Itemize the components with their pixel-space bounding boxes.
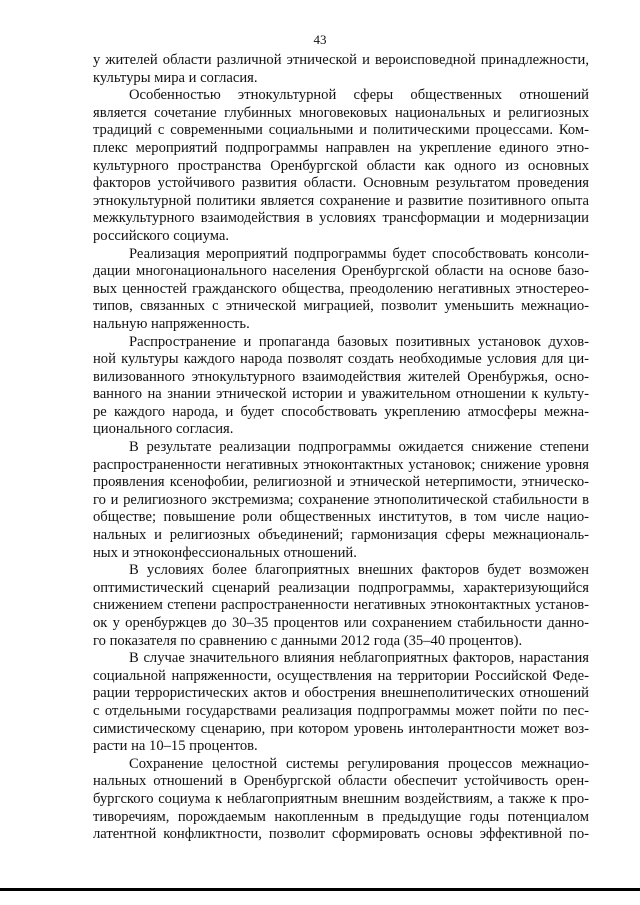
text-line: Реализация мероприятий подпрограммы будет способствовать консоли- xyxy=(129,245,589,262)
paragraph xyxy=(93,756,589,844)
text-line: распространенности негативных этноконтактных установок; снижение уровня xyxy=(93,456,589,473)
text-line: ванного на знании этнической истории и уважительном отношении к культу- xyxy=(93,386,589,403)
text-line: В результате реализации подпрограммы ожидается снижение степени xyxy=(129,439,589,456)
text-line: факторов устойчивого развития области. Основным результатом проведения xyxy=(93,175,589,192)
text-line: симистическому сценарию, при котором уровень интолерантности может воз- xyxy=(93,720,589,737)
text-line: расти на 10–15 процентов. xyxy=(93,738,258,755)
paragraph xyxy=(93,439,589,562)
paragraph xyxy=(93,562,589,650)
text-line: у жителей области различной этнической и вероисповедной принадлежности, xyxy=(93,52,589,68)
text-line: В случае значительного влияния неблагоприятных факторов, нарастания xyxy=(129,650,589,667)
text-line: рации террористических актов и обострения внешнеполитических отношений xyxy=(93,685,589,702)
body-text xyxy=(93,52,589,844)
paragraph xyxy=(93,246,589,334)
text-line: нальных отношений в Оренбургской области обеспечит устойчивость орен- xyxy=(93,773,589,790)
text-line: традиций с современными социальными и политическими процессами. Ком- xyxy=(93,122,589,139)
text-line: В условиях более благоприятных внешних факторов будет возможен xyxy=(129,562,589,579)
text-line: социальной напряженности, осуществления на территории Российской Феде- xyxy=(93,667,589,684)
text-line: Особенностью этнокультурной сферы общественных отношений xyxy=(129,87,589,104)
paragraph xyxy=(93,334,589,440)
text-line: ре каждого народа, и будет способствовать укреплению атмосферы межна- xyxy=(93,403,589,420)
text-line: ных и этноконфессиональных отношений. xyxy=(93,544,357,561)
text-line: го и религиозного экстремизма; сохранение этнополитической стабильности в xyxy=(93,491,589,508)
paragraph xyxy=(93,650,589,756)
text-line: плекс мероприятий подпрограммы направлен на укрепление единого этно- xyxy=(93,139,589,156)
text-line: оптимистический сценарий реализации подпрограммы, характеризующийся xyxy=(93,579,589,596)
text-line: является сочетание глубинных многовековых национальных и религиозных xyxy=(93,104,589,121)
page-number: 43 xyxy=(313,32,327,47)
text-line: обществе; повышение роли общественных институтов, в том числе нацио- xyxy=(93,509,589,526)
bottom-rule xyxy=(0,888,640,891)
text-line: вых ценностей гражданского общества, преодолению негативных этностерео- xyxy=(93,280,589,297)
text-line: проявления ксенофобии, религиозной и этнической нетерпимости, этническо- xyxy=(93,474,589,491)
text-line: снижением степени распространенности негативных этноконтактных установ- xyxy=(93,597,589,614)
text-line: ок у оренбуржцев до 30–35 процентов или сохранением стабильности данно- xyxy=(93,615,589,631)
text-line: ционального согласия. xyxy=(93,421,234,438)
text-line: культурного пространства Оренбургской области как одного из основных xyxy=(93,157,589,174)
paragraph xyxy=(93,87,589,245)
text-line: нальных и религиозных объединений; гармонизация сферы межнациональ- xyxy=(93,527,589,544)
text-line: культуры мира и согласия. xyxy=(93,69,258,86)
text-line: тиворечиям, порождаемым накопленным в предыдущие годы потенциалом xyxy=(93,808,589,825)
paragraph xyxy=(93,52,589,87)
text-line: латентной конфликтности, позволит сформировать основы эффективной по- xyxy=(93,826,589,843)
text-line: этнокультурной политики является сохранение и развитие позитивного опыта xyxy=(93,192,589,209)
text-line: го показателя по сравнению с данными 2012 года (35–40 процентов). xyxy=(93,632,523,649)
text-line: Распространение и пропаганда базовых позитивных установок духов- xyxy=(129,333,589,350)
text-line: дации многонационального населения Оренбургской области на основе базо- xyxy=(93,263,589,280)
text-line: нальную напряженность. xyxy=(93,315,250,332)
text-line: с отдельными государствами реализация подпрограммы может пойти по пес- xyxy=(93,702,589,719)
text-line: Сохранение целостной системы регулирования процессов межнацио- xyxy=(129,755,589,772)
text-line: вилизованного этнокультурного взаимодействия жителей Оренбуржья, осно- xyxy=(93,368,589,385)
text-line: типов, связанных с этнической миграцией, позволит уменьшить межнацио- xyxy=(93,298,589,315)
text-line: бургского социума к неблагоприятным внешним воздействиям, а также к про- xyxy=(93,790,589,807)
text-line: российского социума. xyxy=(93,227,229,244)
text-line: ной культуры каждого народа позволят создать необходимые условия для ци- xyxy=(93,351,589,368)
text-line: межкультурного взаимодействия в условиях трансформации и модернизации xyxy=(93,210,589,227)
